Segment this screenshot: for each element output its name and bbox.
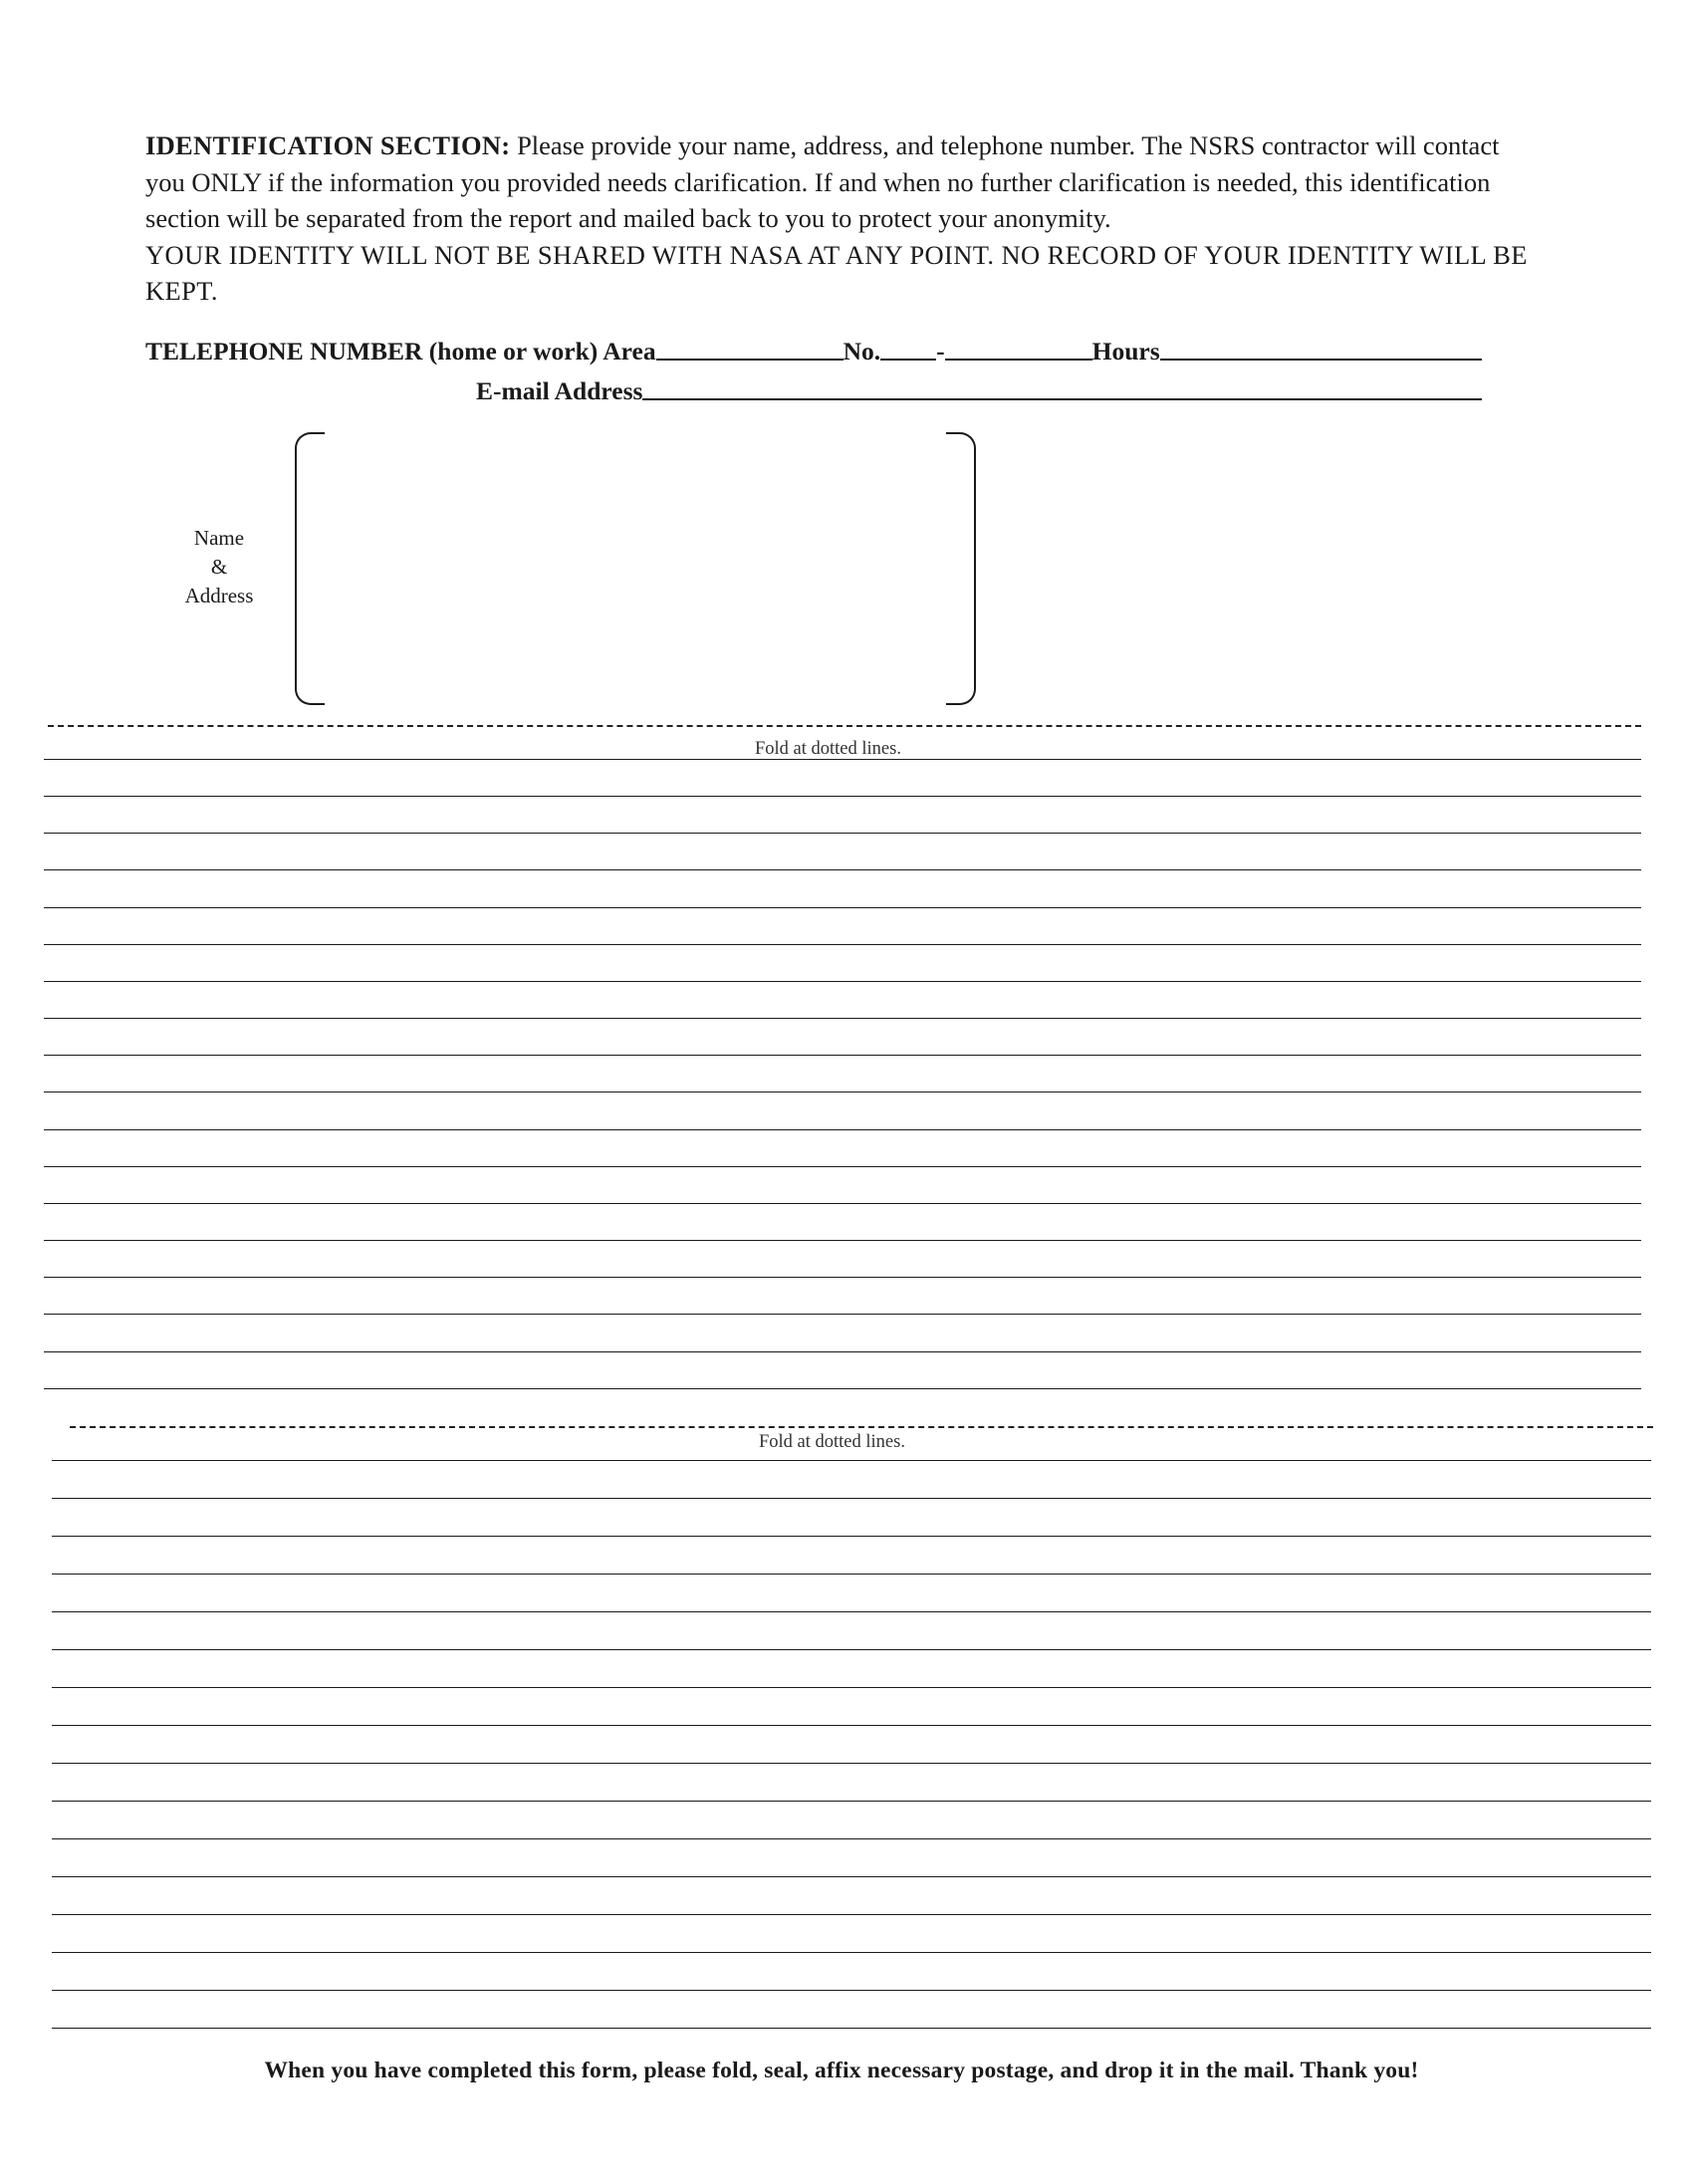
writing-line[interactable] (52, 2028, 1651, 2029)
name-address-bracket-left (295, 432, 325, 705)
name-address-label (149, 524, 289, 610)
writing-line[interactable] (44, 944, 1641, 945)
fold-note-top: Fold at dotted lines. (755, 739, 901, 759)
writing-line[interactable] (44, 1388, 1641, 1389)
writing-line[interactable] (44, 1055, 1641, 1056)
fold-note-bottom: Fold at dotted lines. (759, 1432, 905, 1452)
writing-line[interactable] (44, 1018, 1641, 1019)
writing-line[interactable] (52, 1801, 1651, 1802)
fold-line-top (48, 725, 1641, 727)
writing-line[interactable] (44, 833, 1641, 834)
email-row (476, 370, 1482, 406)
address-word: Address (184, 584, 254, 607)
writing-line[interactable] (52, 1763, 1651, 1764)
writing-line[interactable] (44, 907, 1641, 908)
fold-line-bottom (70, 1426, 1653, 1428)
writing-line[interactable] (52, 1611, 1651, 1612)
identity-notice: YOUR IDENTITY WILL NOT BE SHARED WITH NASA AT ANY POINT. NO RECORD OF YOUR IDENTITY WILL BE KEPT. (145, 239, 1528, 306)
identification-paragraph (145, 127, 1530, 237)
writing-line[interactable] (52, 1914, 1651, 1915)
identification-section (145, 127, 1530, 310)
writing-line[interactable] (52, 1574, 1651, 1575)
writing-line[interactable] (44, 1314, 1641, 1315)
ampersand: & (210, 555, 228, 579)
writing-line[interactable] (52, 1498, 1651, 1499)
phone-prefix-field[interactable] (880, 359, 936, 361)
writing-line[interactable] (52, 1460, 1651, 1461)
telephone-row (145, 331, 1482, 366)
writing-line[interactable] (52, 1838, 1651, 1839)
writing-line[interactable] (52, 1725, 1651, 1726)
name-address-bracket-right (946, 432, 976, 705)
email-field[interactable] (642, 398, 1482, 400)
writing-line[interactable] (44, 1277, 1641, 1278)
writing-line[interactable] (44, 1351, 1641, 1352)
writing-line[interactable] (52, 1687, 1651, 1688)
writing-line[interactable] (52, 1990, 1651, 1991)
writing-line[interactable] (44, 1240, 1641, 1241)
hours-label: Hours (1091, 337, 1160, 365)
writing-line[interactable] (44, 1166, 1641, 1167)
writing-line[interactable] (44, 796, 1641, 797)
identification-text: Please provide your name, address, and telephone number. The NSRS contractor will contact you ONLY if the information you provided needs clarification. If and when no further clarification is needed, this identification section will be separated from the report and mailed back to you to protect your anonymity. (145, 130, 1500, 233)
phone-dash: - (936, 337, 945, 365)
writing-line[interactable] (44, 1203, 1641, 1204)
name-word: Name (193, 526, 245, 550)
writing-line[interactable] (52, 1876, 1651, 1877)
writing-area-top[interactable] (44, 759, 1641, 1416)
writing-line[interactable] (52, 1649, 1651, 1650)
writing-line[interactable] (52, 1952, 1651, 1953)
email-label: E-mail Address (476, 376, 643, 405)
identification-heading: IDENTIFICATION SECTION: (145, 130, 511, 160)
writing-line[interactable] (44, 759, 1641, 760)
writing-line[interactable] (44, 1129, 1641, 1130)
writing-line[interactable] (44, 981, 1641, 982)
footer-instructions: When you have completed this form, please fold, seal, affix necessary postage, and drop it in the mail. Thank you! (264, 2058, 1419, 2083)
area-code-field[interactable] (656, 359, 844, 361)
writing-line[interactable] (52, 1536, 1651, 1537)
phone-line-field[interactable] (945, 359, 1092, 361)
hours-field[interactable] (1160, 359, 1482, 361)
number-label: No. (843, 337, 881, 365)
writing-area-bottom[interactable] (52, 1460, 1651, 2048)
telephone-label: TELEPHONE NUMBER (home or work) Area (145, 337, 656, 365)
writing-line[interactable] (44, 869, 1641, 870)
